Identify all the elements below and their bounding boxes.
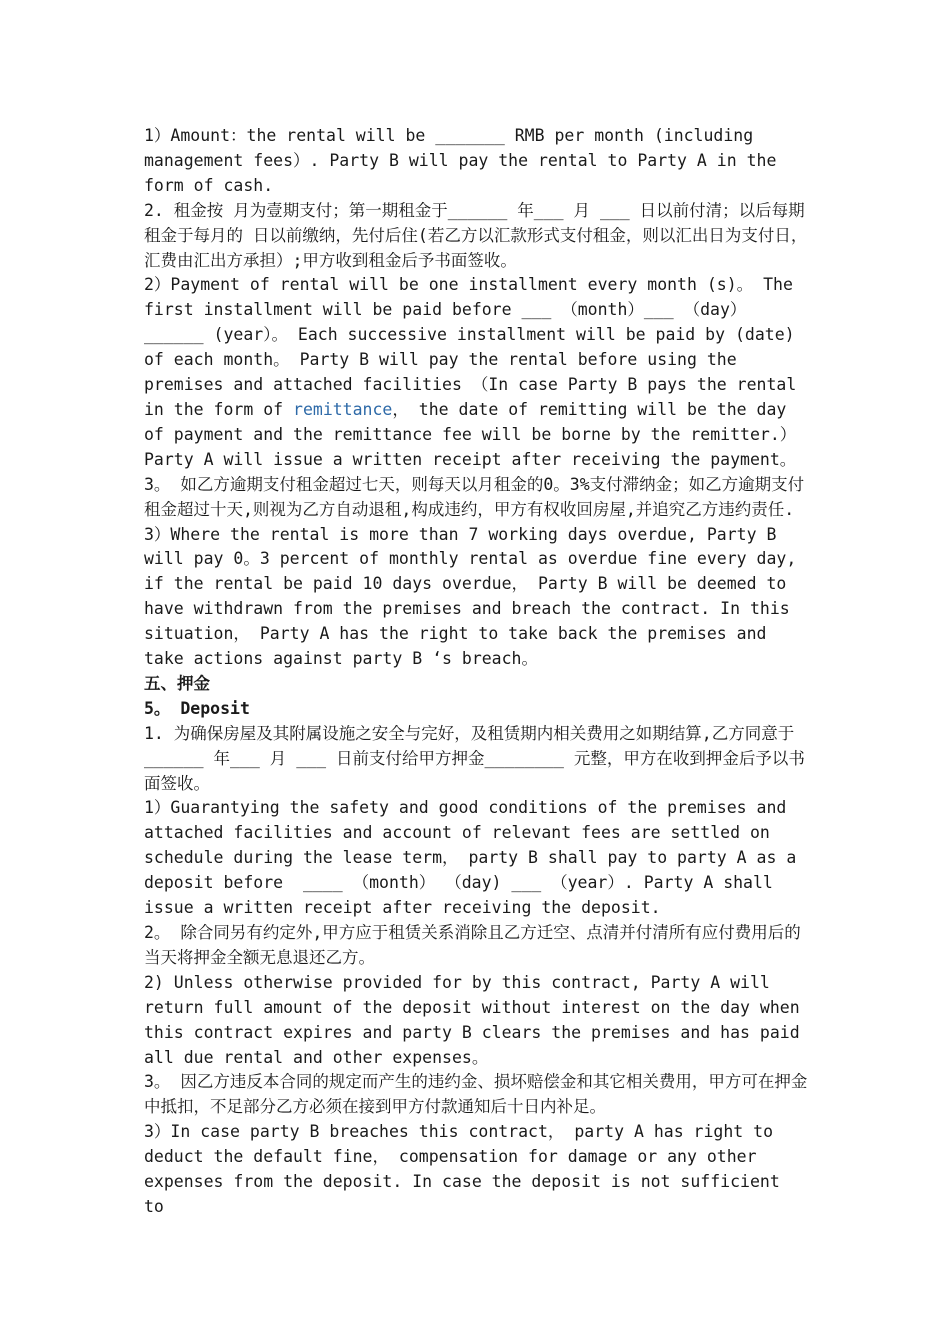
clause-2-2-chinese: 2. 租金按 月为壹期支付；第一期租金于______ 年___ 月 ___ 日以前付清；以后每期租金于每月的 日以前缴纳，先付后住(若乙方以汇款形式支付租金，则以汇出日为支付日，汇费由汇出方承担）;甲方收到租金后予书面签收。 xyxy=(144,200,808,270)
deposit-clause-2-chinese: 2。 除合同另有约定外,甲方应于租赁关系消除且乙方迁空、点清并付清所有应付费用后的当天将押金全额无息退还乙方。 xyxy=(144,923,801,967)
clause-2-3-chinese: 3。 如乙方逾期支付租金超过七天，则每天以月租金的0。3%支付滞纳金；如乙方逾期支付租金超过十天,则视为乙方自动退租,构成违约，甲方有权收回房屋,并追究乙方违约责任. xyxy=(144,474,805,519)
document-body xyxy=(144,124,808,1220)
clause-2-2-english xyxy=(144,273,808,472)
clause-2-1-english: 1）Amount：the rental will be _______ RMB per month (including management fees）. Party B will pay the rental to Party A in the form of cash. xyxy=(144,126,787,195)
section-heading-english: 5。 Deposit xyxy=(144,698,250,718)
deposit-clause-1-chinese: 1. 为确保房屋及其附属设施之安全与完好，及租赁期内相关费用之如期结算,乙方同意于______ 年___ 月 ___ 日前支付给甲方押金________ 元整，甲方在收到押金后予以书面签收。 xyxy=(144,723,805,793)
deposit-clause-1-english: 1）Guarantying the safety and good conditions of the premises and attached facilities and account of relevant fees are settled on schedule during the lease term， party B shall pay to party A as a deposit before ____ （month） （day) ___ （year）. Party A shall issue a written receipt after receiving the deposit. xyxy=(144,798,807,918)
clause-2-2-english-part2: ， the date of remitting will be the day of payment and the remittance fee will be borne by the remitter.） Party A will issue a written receipt after receiving the payment。 xyxy=(144,399,807,469)
deposit-clause-3-english: 3）In case party B breaches this contract， party A has right to deduct the default fine， compensation for damage or any other expenses from the deposit. In case the deposit is not sufficient to xyxy=(144,1122,790,1216)
remittance-link[interactable]: remittance xyxy=(293,399,393,419)
clause-2-3-english: 3）Where the rental is more than 7 working days overdue, Party B will pay 0。3 percent of monthly rental as overdue fine every day, if the rental be paid 10 days overdue， Party B will be deemed to have withdrawn from the premises and breach the contract. In this situation， Party A has the right to take back the premises and take actions against party B ‘s breach。 xyxy=(144,524,807,669)
clause-2-2-english-part1: 2）Payment of rental will be one installment every month (s)。 The first installment will be paid before ___ （month）___ （day） ______ (year）。 Each successive installment will be paid by (date) of each month。 Party B will pay the rental before using the premises and attached facilities （In case Party B pays the rental in the form of xyxy=(144,275,807,419)
deposit-clause-2-english: 2) Unless otherwise provided for by this contract, Party A will return full amount of the deposit without interest on the day when this contract expires and party B clears the premises and has paid all due rental and other expenses。 xyxy=(144,972,810,1067)
deposit-clause-3-chinese: 3。 因乙方违反本合同的规定而产生的违约金、损坏赔偿金和其它相关费用，甲方可在押金中抵扣，不足部分乙方必须在接到甲方付款通知后十日内补足。 xyxy=(144,1072,808,1117)
section-heading-chinese: 五、押金 xyxy=(144,673,210,693)
